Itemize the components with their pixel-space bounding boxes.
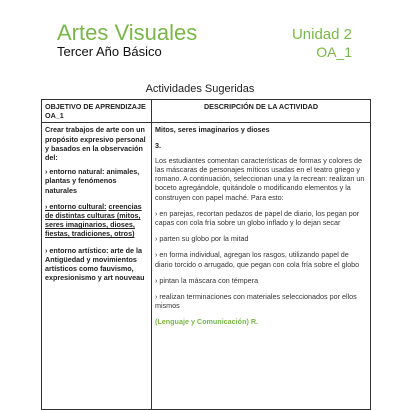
activity-title: Mitos, seres imaginarios y dioses bbox=[155, 125, 270, 135]
activity-step: › en forma individual, agregan los rasgos, utilizando papel de diario torcido o arrugado, que pegan con cola fría sobre el globo bbox=[155, 250, 360, 269]
table-row bbox=[42, 123, 371, 410]
activity-reference: (Lenguaje y Comunicación) R. bbox=[155, 317, 259, 327]
objective-header: OBJETIVO DE APRENDIZAJE OA_1 bbox=[42, 100, 152, 123]
objective-cultural-text: creencias de distintas culturas (mitos, seres imaginarios, dioses, fiestas, tradiciones, otros) bbox=[45, 201, 142, 239]
objective-cell bbox=[42, 123, 152, 410]
objective-artistic: › entorno artístico: arte de la Antigüedad y movimientos artísticos como fauvismo, expresionismo y art nouveau bbox=[45, 245, 145, 283]
activity-step: › parten su globo por la mitad bbox=[155, 234, 249, 244]
objective-cultural bbox=[45, 202, 148, 239]
description-cell bbox=[152, 123, 371, 410]
page-subtitle: Tercer Año Básico bbox=[57, 44, 162, 59]
activity-step: › pintan la máscara con témpera bbox=[155, 275, 259, 285]
activities-table bbox=[41, 99, 371, 410]
activity-intro: Los estudiantes comentan características de formas y colores de las máscaras de personajes míticos usadas en el teatro griego y romano. A continuación, seleccionan una y la recrean: realizan un boceto agregándole, quitándole o modificando elementos y la construyen con papel maché. Para esto: bbox=[155, 155, 365, 202]
description-header: DESCRIPCIÓN DE LA ACTIVIDAD bbox=[152, 100, 371, 123]
section-heading: Actividades Sugeridas bbox=[145, 83, 255, 95]
page-title: Artes Visuales bbox=[57, 20, 198, 45]
objective-natural: › entorno natural: animales, plantas y fenómenos naturales bbox=[45, 167, 140, 195]
objective-cultural-label: › entorno cultural: bbox=[45, 201, 107, 211]
objective-lead: Crear trabajos de arte con un propósito expresivo personal y basados en la observación del: bbox=[45, 125, 146, 163]
activity-step: › realizan terminaciones con materiales seleccionados por ellos mismos bbox=[155, 292, 357, 311]
table-header-row bbox=[42, 100, 371, 123]
unit-label: Unidad 2 bbox=[291, 26, 352, 43]
activity-number: 3. bbox=[155, 140, 161, 150]
activity-step: › en parejas, recortan pedazos de papel de diario, los pegan por capas con cola fría sobre un globo inflado y lo dejan secar bbox=[155, 208, 360, 228]
oa-label: OA_1 bbox=[316, 44, 352, 60]
